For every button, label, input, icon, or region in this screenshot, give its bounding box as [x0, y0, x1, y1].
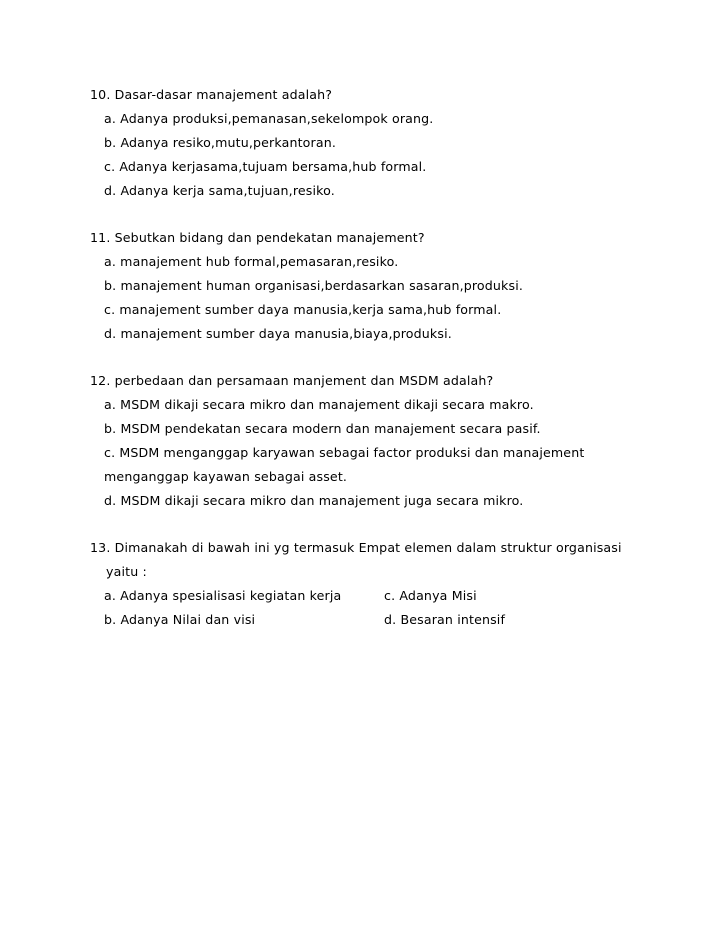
question-11-title: 11. Sebutkan bidang dan pendekatan manajement? [90, 230, 425, 245]
question-11-option-c: c. manajement sumber daya manusia,kerja sama,hub formal. [104, 302, 502, 317]
question-11-option-d: d. manajement sumber daya manusia,biaya,produksi. [104, 326, 452, 341]
question-11-option-a: a. manajement hub formal,pemasaran,resiko. [104, 254, 399, 269]
question-11 [90, 226, 650, 346]
question-10 [90, 83, 650, 203]
question-12-option-a: a. MSDM dikaji secara mikro dan manajement dikaji secara makro. [104, 397, 534, 412]
question-13-option-b: b. Adanya Nilai dan visi [104, 612, 256, 627]
question-13-options-row-1 [90, 584, 690, 608]
question-13-options-row-2 [90, 608, 690, 632]
question-13-option-a: a. Adanya spesialisasi kegiatan kerja [104, 588, 342, 603]
question-13 [90, 536, 690, 632]
question-12 [90, 369, 650, 513]
question-12-option-b: b. MSDM pendekatan secara modern dan manajement secara pasif. [104, 421, 541, 436]
question-13-title-continued: yaitu : [106, 564, 147, 579]
question-10-option-c: c. Adanya kerjasama,tujuam bersama,hub formal. [104, 159, 427, 174]
question-12-title: 12. perbedaan dan persamaan manjement dan MSDM adalah? [90, 373, 494, 388]
question-11-option-b: b. manajement human organisasi,berdasarkan sasaran,produksi. [104, 278, 524, 293]
question-13-title: 13. Dimanakah di bawah ini yg termasuk Empat elemen dalam struktur organisasi [90, 540, 622, 555]
question-10-option-b: b. Adanya resiko,mutu,perkantoran. [104, 135, 337, 150]
question-13-option-d: d. Besaran intensif [384, 612, 506, 627]
question-10-option-d: d. Adanya kerja sama,tujuan,resiko. [104, 183, 335, 198]
question-12-option-c: c. MSDM menganggap karyawan sebagai factor produksi dan manajement menganggap kayawan sebagai asset. [104, 445, 585, 484]
question-10-title: 10. Dasar-dasar manajement adalah? [90, 87, 333, 102]
question-13-option-c: c. Adanya Misi [384, 588, 477, 603]
question-10-option-a: a. Adanya produksi,pemanasan,sekelompok orang. [104, 111, 434, 126]
question-12-option-d: d. MSDM dikaji secara mikro dan manajement juga secara mikro. [104, 493, 524, 508]
